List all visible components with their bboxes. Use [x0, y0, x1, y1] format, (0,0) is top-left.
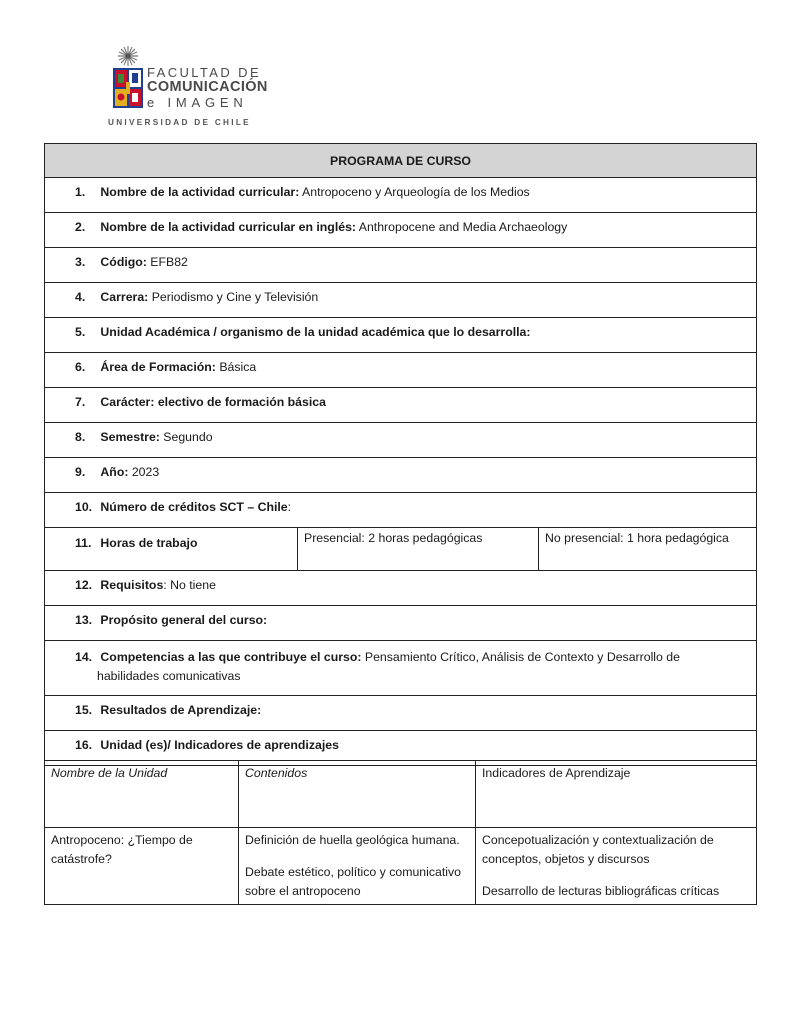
- program-row: 10. Número de créditos SCT – Chile:: [45, 493, 757, 528]
- field-label: Competencias a las que contribuye el curso:: [100, 650, 362, 664]
- field-label: Requisitos: [100, 578, 164, 592]
- program-row: 12. Requisitos: No tiene: [45, 571, 757, 606]
- units-header-contents: Contenidos: [239, 761, 476, 828]
- field-label: Propósito general del curso:: [100, 613, 268, 627]
- program-row: 6. Área de Formación: Básica: [45, 353, 757, 388]
- indicator-item: Desarrollo de lecturas bibliográficas críticas: [482, 884, 720, 898]
- units-header-indicators: Indicadores de Aprendizaje: [476, 761, 757, 828]
- field-label: Código:: [100, 255, 147, 269]
- field-value: Básica: [215, 360, 257, 374]
- unit-indicators: [476, 828, 757, 905]
- program-row: 15. Resultados de Aprendizaje:: [45, 696, 757, 731]
- program-table: [44, 143, 756, 766]
- hours-presencial: Presencial: 2 horas pedagógicas: [298, 528, 539, 571]
- program-row: 2. Nombre de la actividad curricular en inglés: Anthropocene and Media Archaeology: [45, 213, 757, 248]
- program-row: 9. Año: 2023: [45, 458, 757, 493]
- units-header-name: Nombre de la Unidad: [45, 761, 239, 828]
- university-coat-of-arms-icon: [111, 44, 145, 110]
- faculty-logo: [108, 42, 288, 132]
- field-label: Nombre de la actividad curricular:: [100, 185, 300, 199]
- program-row-competencias: 14. Competencias a las que contribuye el curso: Pensamiento Crítico, Análisis de Contexto y Desarrollo de habilidades comunicativas: [45, 641, 757, 696]
- units-table: [44, 760, 756, 905]
- field-label: Carrera:: [100, 290, 149, 304]
- field-label: Área de Formación:: [100, 360, 216, 374]
- content-item: Debate estético, político y comunicativo sobre el antropoceno: [245, 865, 461, 898]
- field-value: : No tiene: [163, 578, 216, 592]
- program-row: 3. Código: EFB82: [45, 248, 757, 283]
- field-value: Antropoceno y Arqueología de los Medios: [299, 185, 530, 199]
- table-row: [45, 828, 757, 905]
- logo-line-1: FACULTAD DE: [147, 65, 262, 80]
- field-value: Periodismo y Cine y Televisión: [148, 290, 319, 304]
- logo-line-3: e IMAGEN: [147, 95, 248, 110]
- program-row: 5. Unidad Académica / organismo de la unidad académica que lo desarrolla:: [45, 318, 757, 353]
- field-value-continued: habilidades comunicativas: [97, 669, 241, 683]
- program-row: 16. Unidad (es)/ Indicadores de aprendizajes: [45, 731, 757, 766]
- hours-no-presencial: No presencial: 1 hora pedagógica: [539, 528, 757, 571]
- field-label: Año:: [100, 465, 129, 479]
- unit-name: Antropoceno: ¿Tiempo de catástrofe?: [45, 828, 239, 905]
- content-item: Definición de huella geológica humana.: [245, 833, 460, 847]
- indicator-item: Concepotualización y contextualización de conceptos, objetos y discursos: [482, 833, 714, 866]
- program-row: 7. Carácter: electivo de formación básica: [45, 388, 757, 423]
- faculty-name: [147, 65, 297, 110]
- logo-line-2: COMUNICACIÓN: [147, 79, 268, 95]
- field-label: Unidad Académica / organismo de la unidad académica que lo desarrolla:: [100, 325, 531, 339]
- field-label: Semestre:: [100, 430, 160, 444]
- field-label: Número de créditos SCT – Chile: [100, 500, 288, 514]
- program-row: 8. Semestre: Segundo: [45, 423, 757, 458]
- field-label: Carácter: electivo de formación básica: [100, 395, 326, 409]
- university-name: UNIVERSIDAD DE CHILE: [108, 118, 251, 127]
- program-row: 1. Nombre de la actividad curricular: Antropoceno y Arqueología de los Medios: [45, 178, 757, 213]
- hours-label-cell: 11. Horas de trabajo: [45, 528, 298, 571]
- field-value: Pensamiento Crítico, Análisis de Contexto y Desarrollo de: [361, 650, 680, 664]
- field-value: 2023: [128, 465, 160, 479]
- program-title: PROGRAMA DE CURSO: [45, 144, 757, 178]
- hours-label: Horas de trabajo: [100, 536, 198, 550]
- field-value: :: [287, 500, 292, 514]
- field-label: Nombre de la actividad curricular en inglés:: [100, 220, 357, 234]
- program-row: 4. Carrera: Periodismo y Cine y Televisión: [45, 283, 757, 318]
- program-row: 13. Propósito general del curso:: [45, 606, 757, 641]
- field-label: Unidad (es)/ Indicadores de aprendizajes: [100, 738, 339, 752]
- field-value: Segundo: [159, 430, 213, 444]
- field-value: EFB82: [146, 255, 188, 269]
- unit-contents: [239, 828, 476, 905]
- field-label: Resultados de Aprendizaje:: [100, 703, 262, 717]
- field-value: Anthropocene and Media Archaeology: [356, 220, 568, 234]
